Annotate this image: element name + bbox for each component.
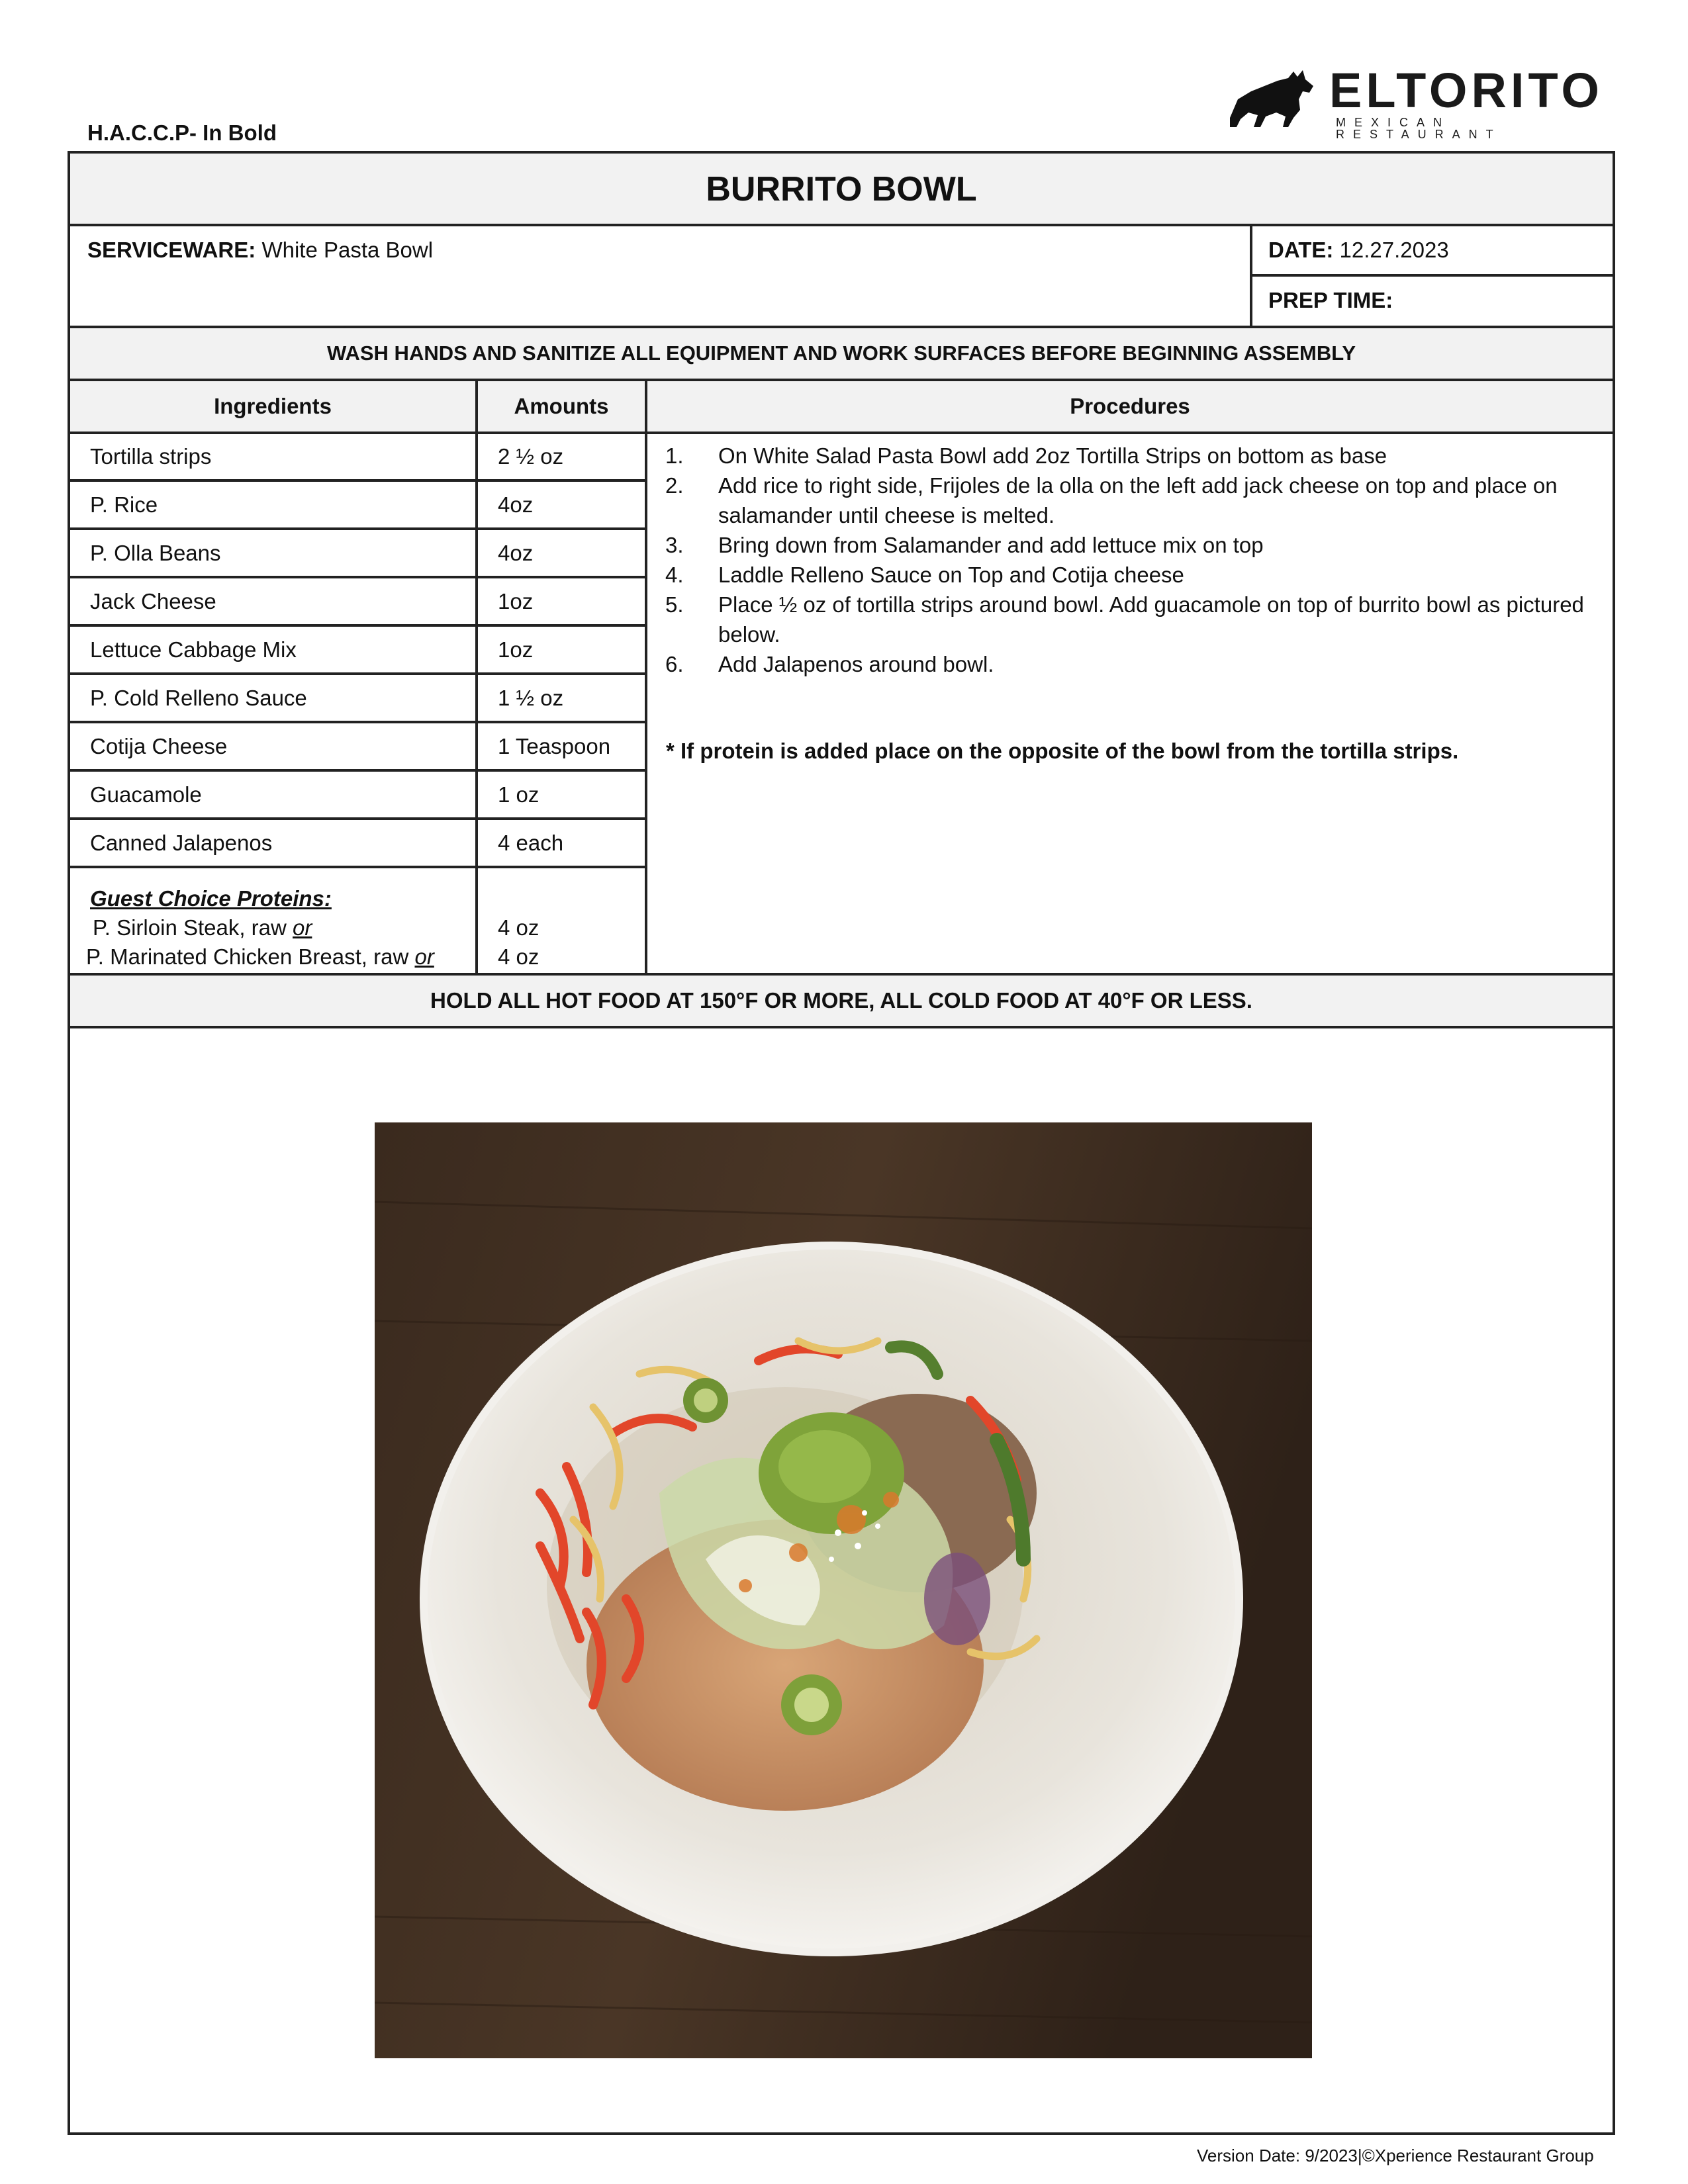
version-footer: Version Date: 9/2023|©Xperience Restaurant Group [1197,2146,1594,2165]
protein-name: P. Marinated Chicken Breast, raw [86,944,409,969]
ingredient-name: P. Cold Relleno Sauce [90,686,307,710]
wash-hands-notice: WASH HANDS AND SANITIZE ALL EQUIPMENT AND WORK SURFACES BEFORE BEGINNING ASSEMBLY [326,341,1356,365]
ingredients-header: Ingredients [214,394,332,418]
ingredient-name: P. Olla Beans [90,541,221,565]
ingredient-name: Jack Cheese [90,589,216,614]
serviceware-field [87,237,433,263]
serviceware-label: SERVICEWARE: [87,238,256,262]
ingredient-name: Cotija Cheese [90,734,228,758]
ingredient-amount: 4oz [498,492,534,517]
ingredient-amount: 1 ½ oz [498,686,564,710]
procedure-step: 2. Add rice to right side, Frijoles de la olla on the left add jack cheese on top and place on salamander until cheese is melted. [665,473,1558,527]
ingredient-amount: 1oz [498,637,534,662]
protein-name: P. Sirloin Steak, raw [93,915,287,940]
procedures-header: Procedures [1070,394,1190,418]
el-torito-logo [1225,63,1615,141]
haccp-note: H.A.C.C.P- In Bold [87,120,277,145]
logo-wordmark: ELTORITO [1329,63,1603,118]
ingredient-amount: 4oz [498,541,534,565]
burrito-bowl-photo [375,1122,1312,2058]
ingredient-amount: 1 Teaspoon [498,734,611,758]
serviceware-value: White Pasta Bowl [261,238,434,262]
procedure-step: 1. On White Salad Pasta Bowl add 2oz Tortilla Strips on bottom as base [665,443,1387,468]
ingredient-name: P. Rice [90,492,158,517]
date-field [1268,237,1449,263]
date-value: 12.27.2023 [1339,238,1449,262]
hold-temperature-notice: HOLD ALL HOT FOOD AT 150°F OR MORE, ALL COLD FOOD AT 40°F OR LESS. [430,988,1252,1013]
protein-option [86,944,434,970]
ingredient-amount: 1 oz [498,782,539,807]
ingredient-name: Tortilla strips [90,444,212,469]
protein-conj: or [414,944,434,969]
procedure-step: 4. Laddle Relleno Sauce on Top and Cotija cheese [665,563,1184,587]
ingredient-name: Lettuce Cabbage Mix [90,637,297,662]
recipe-title: BURRITO BOWL [706,170,977,208]
protein-option [93,915,312,941]
guest-choice-heading: Guest Choice Proteins: [90,886,332,911]
protein-amount: 4 oz [498,944,539,969]
protein-note: * If protein is added place on the opposite of the bowl from the tortilla strips. [666,739,1459,763]
logo-subtitle: MEXICAN RESTAURANT [1336,116,1502,141]
protein-amount: 4 oz [498,915,539,940]
ingredient-name: Canned Jalapenos [90,831,273,855]
amounts-header: Amounts [514,394,609,418]
protein-conj: or [293,915,312,940]
ingredient-name: Guacamole [90,782,202,807]
ingredient-amount: 1oz [498,589,534,614]
procedure-list [662,441,1602,679]
ingredient-amount: 2 ½ oz [498,444,564,469]
procedure-step: 5. Place ½ oz of tortilla strips around bowl. Add guacamole on top of burrito bowl as pictured below. [665,592,1584,647]
procedure-step: 3. Bring down from Salamander and add lettuce mix on top [665,533,1264,557]
ingredient-amount: 4 each [498,831,564,855]
date-label: DATE: [1268,238,1334,262]
bull-icon [1225,66,1324,129]
prep-time-label: PREP TIME: [1268,288,1393,312]
procedure-step: 6. Add Jalapenos around bowl. [665,652,994,676]
